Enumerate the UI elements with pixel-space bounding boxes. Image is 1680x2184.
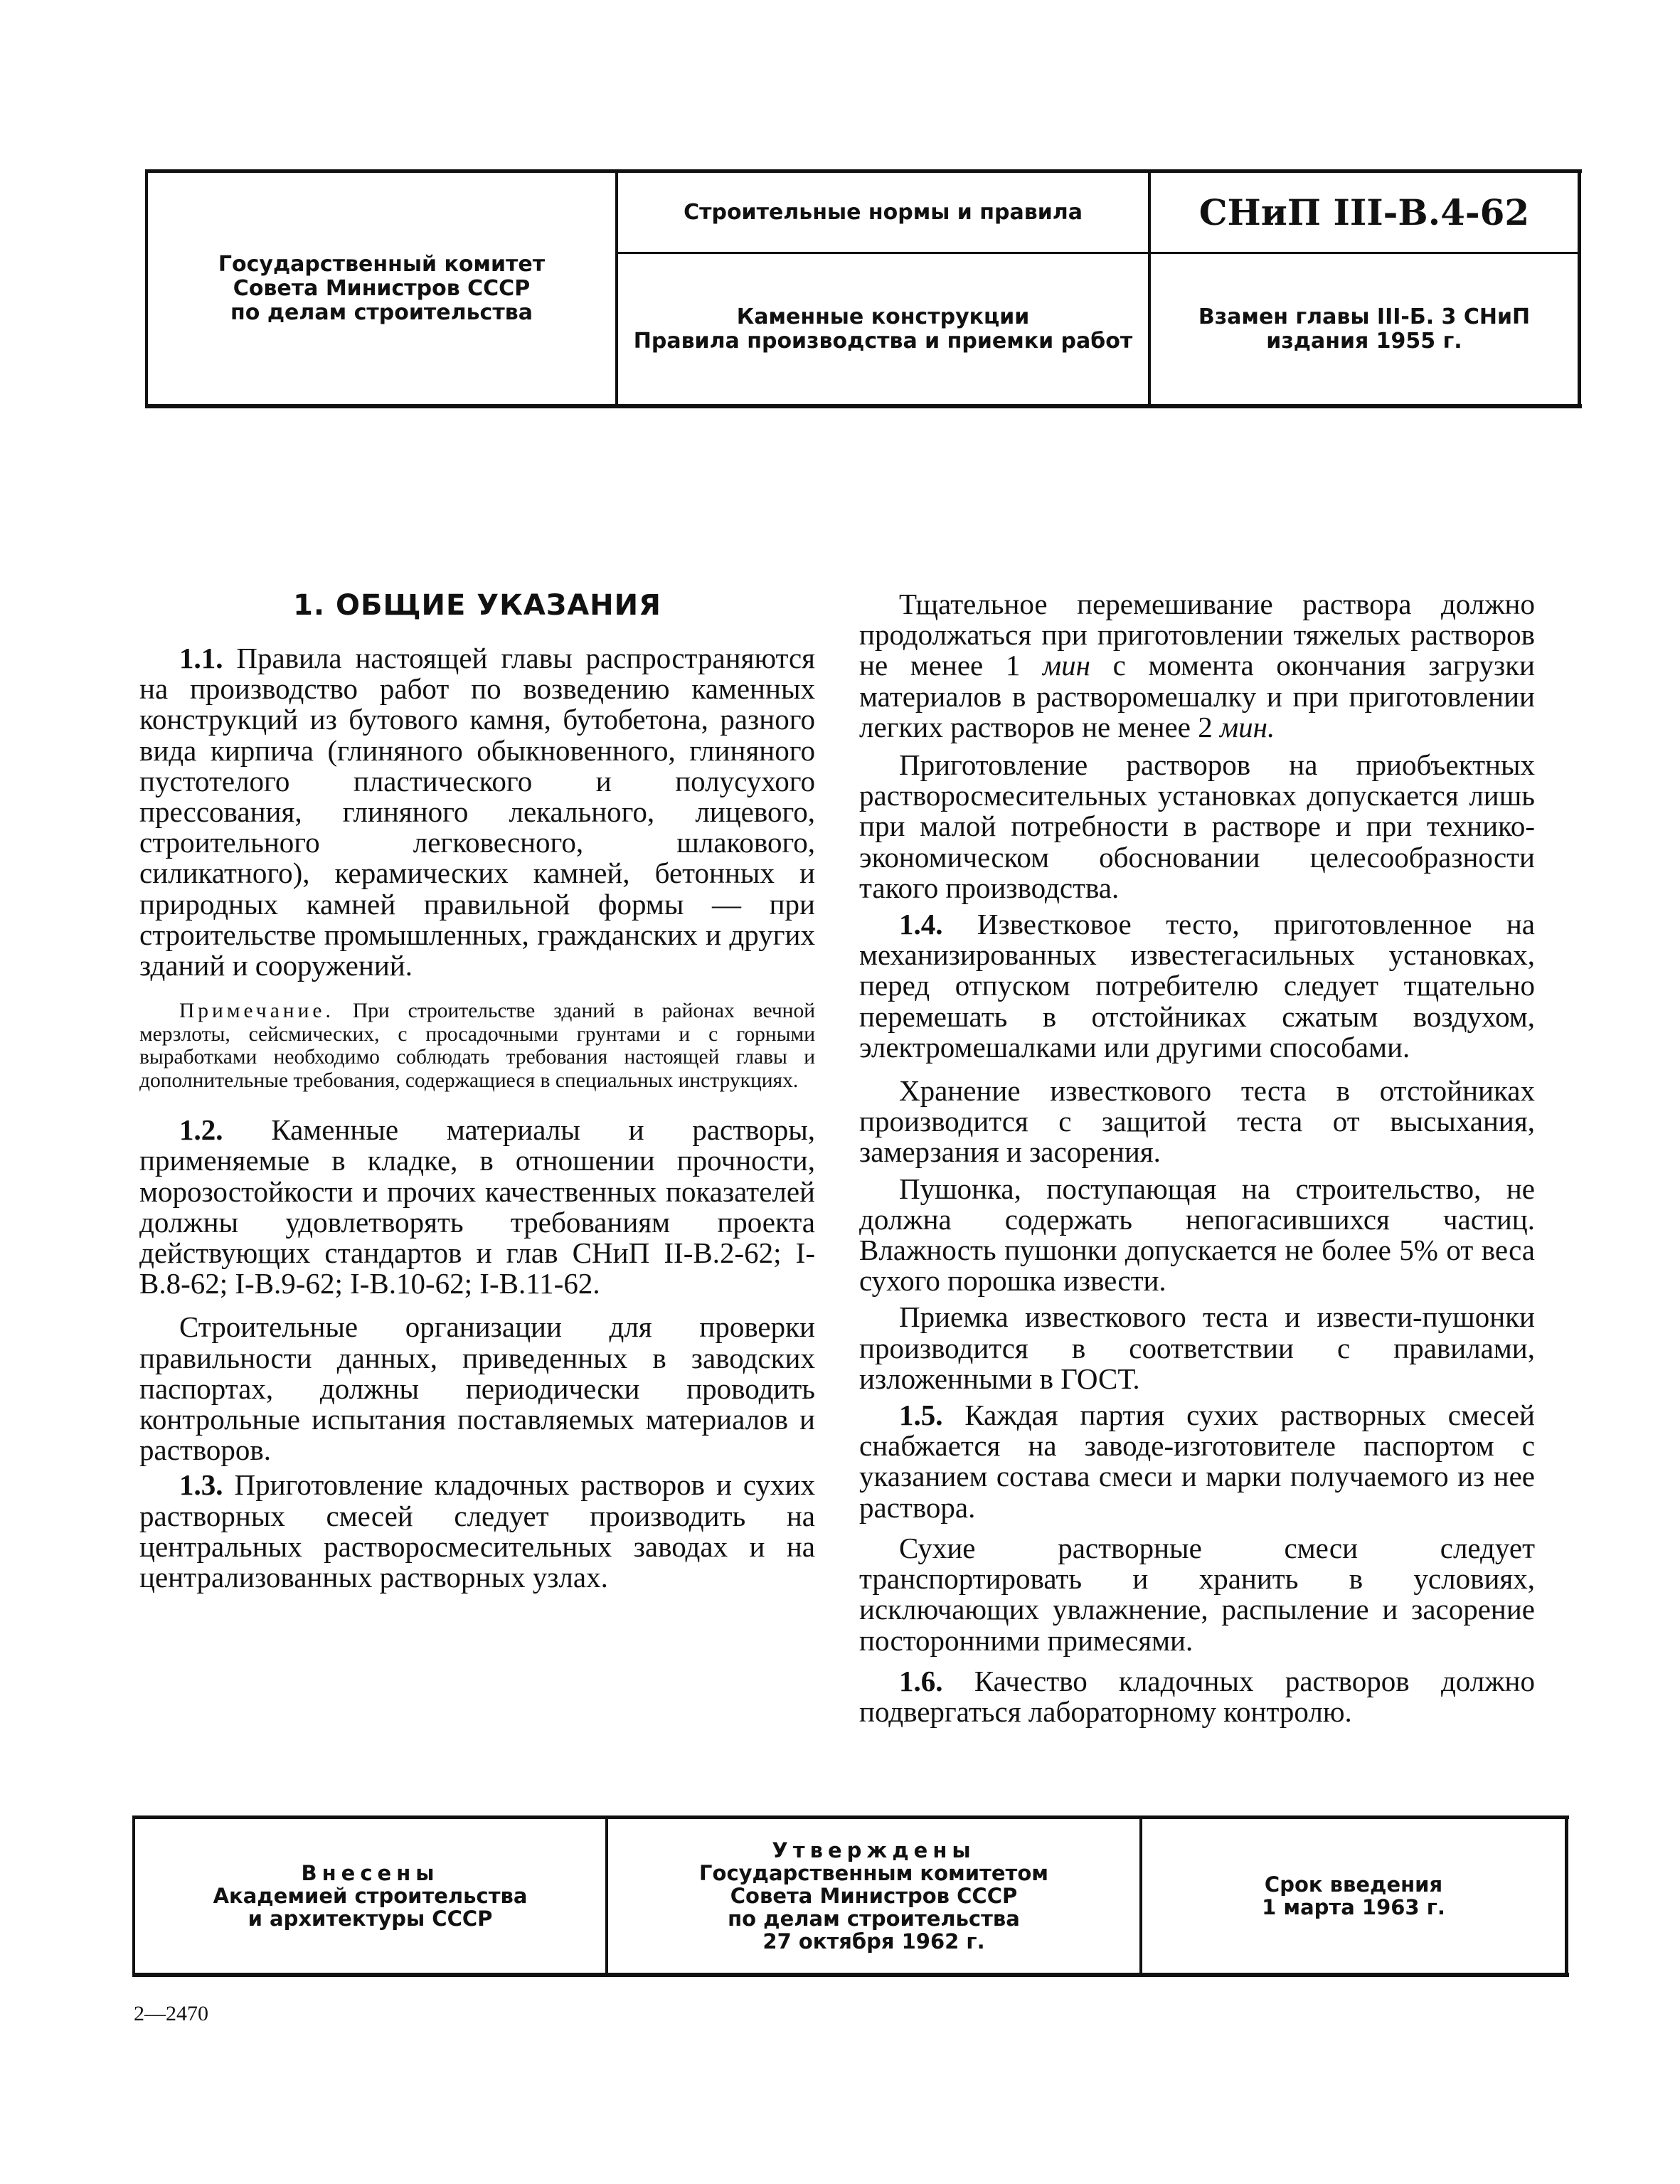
paragraph-dry-mix-transport: Сухие растворные смеси следует транспортировать и хранить в условиях, исключающих увлажнение, распыление и засорение посторонними примесями. xyxy=(859,1531,1535,1657)
introduced-label: Внесены xyxy=(301,1861,440,1885)
committee-line: Совета Министров СССР xyxy=(233,275,531,301)
document-subject xyxy=(618,254,1148,404)
paragraph-lime-acceptance: Приемка известкового теста и извести-пушонки производится в соответствии с правилами, изложенными в ГОСТ. xyxy=(859,1300,1535,1395)
paragraph-1-1: 1.1. Правила настоящей главы распространяются на производство работ по возведению каменных конструкций из бутового камня, бутобетона, разного вида кирпича (глиняного обыкновенного, глиняного пустотелого пластического и полусухого прессования, глиняного лекального, лицевого, строительного легковесного, шлакового, силикатного), керамических камней, бетонных и природных камней правильной формы — при строительстве промышленных, гражданских и других зданий и сооружений. xyxy=(139,642,816,982)
page-id: 2—2470 xyxy=(134,2002,208,2025)
replaces-note xyxy=(1151,254,1578,404)
committee-line: Государственный комитет xyxy=(218,251,546,277)
paragraph-lime-powder: Пушонка, поступающая на строительство, не должна содержать непогасившихся частиц. Влажность пушонки допускается не более 5% от веса сухого порошка извести. xyxy=(859,1172,1535,1298)
paragraph-1-3: 1.3. Приготовление кладочных растворов и сухих растворных смесей следует производить на центральных растворосмесительных заводах и на централизованных растворных узлах. xyxy=(139,1468,816,1594)
introduced-line: и архитектуры СССР xyxy=(248,1907,493,1931)
replaces-line: Взамен главы III-Б. 3 СНиП xyxy=(1198,304,1531,329)
right-column xyxy=(859,589,1535,1727)
replaces-line: издания 1955 г. xyxy=(1266,328,1462,354)
paragraph-mixing: Тщательное перемешивание раствора должно продолжаться при приготовлении тяжелых растворов не менее 1 мин с момента окончания загрузки материалов в растворомешалку и при приготовлении легких растворов не менее 2 мин. xyxy=(859,588,1535,743)
issuing-committee xyxy=(148,173,615,404)
approved-line: по делам строительства xyxy=(728,1907,1020,1931)
header-table xyxy=(145,169,1582,410)
paragraph-1-2-cont: Строительные организации для проверки правильности данных, приведенных в заводских паспортах, должны периодически проводить контрольные испытания поставляемых материалов и растворов. xyxy=(139,1310,815,1467)
paragraph-number: 1.6. xyxy=(899,1664,943,1697)
footer-right-rule xyxy=(1565,1815,1568,1977)
left-column xyxy=(139,589,815,1593)
subject-line: Правила производства и приемки работ xyxy=(633,328,1133,354)
paragraph-1-2: 1.2. Каменные материалы и растворы, применяемые в кладке, в отношении прочности, морозостойкости и прочих качественных показателей должны удовлетворять требованиям проекта действующих стандартов и глав СНиП II-В.2-62; I-В.8-62; I-В.9-62; I-В.10-62; I-В.11-62. xyxy=(139,1113,816,1300)
effective-date xyxy=(1142,1819,1565,1973)
effective-label: Срок введения xyxy=(1264,1872,1443,1897)
paragraph-lime-storage: Хранение известкового теста в отстойниках производится с защитой теста от высыхания, замерзания и засорения. xyxy=(859,1074,1535,1169)
paragraph-1-4: 1.4. Известковое тесто, приготовленное на механизированных известегасильных установках, перед отпуском потребителю следует тщательно перемешать в отстойниках сжатым воздухом, электромешалками или другими способами. xyxy=(859,908,1536,1064)
note-label: Примечание. xyxy=(179,1000,334,1023)
footer-table xyxy=(132,1815,1569,1978)
note xyxy=(139,1000,815,1092)
subject-line: Каменные конструкции xyxy=(736,304,1030,329)
note-text: При строительстве зданий в районах вечной мерзлоты, сейсмических, с просадочными грунтами и с горными выработками необходимо соблюдать требования настоящей главы и дополнительные требования, содержащиеся в специальных инструкциях. xyxy=(139,1000,815,1092)
header-bottom-rule xyxy=(145,404,1582,408)
document-code: СНиП III-В.4-62 xyxy=(1198,191,1530,233)
paragraph-1-6: 1.6. Качество кладочных растворов должно подвергаться лабораторному контролю. xyxy=(859,1664,1535,1728)
paragraph-number: 1.3. xyxy=(179,1468,223,1502)
paragraph-onsite-mixers: Приготовление растворов на приобъектных растворосмесительных установках допускается лишь при малой потребности в растворе и при технико-экономическом обосновании целесообразности такого производства. xyxy=(859,748,1535,904)
paragraph-number: 1.5. xyxy=(899,1399,943,1432)
header-right-rule xyxy=(1578,169,1581,408)
approved-by xyxy=(608,1819,1139,1973)
paragraph-number: 1.2. xyxy=(179,1113,223,1147)
paragraph-1-5: 1.5. Каждая партия сухих растворных смесей снабжается на заводе-изготовителе паспортом с указанием состава смеси и марки получаемого из нее раствора. xyxy=(859,1399,1536,1524)
footer-bottom-rule xyxy=(132,1973,1569,1977)
approved-label: Утверждены xyxy=(772,1838,976,1862)
introduced-line: Академией строительства xyxy=(213,1884,528,1908)
approved-line: Государственным комитетом xyxy=(699,1861,1048,1885)
norms-title: Строительные нормы и правила xyxy=(684,200,1083,225)
unit-minutes: мин xyxy=(1042,649,1090,682)
paragraph-number: 1.1. xyxy=(179,642,223,674)
committee-line: по делам строительства xyxy=(230,299,533,325)
introduced-by xyxy=(135,1819,605,1973)
effective-value: 1 марта 1963 г. xyxy=(1262,1895,1445,1919)
unit-minutes: мин. xyxy=(1219,710,1275,743)
paragraph-number: 1.4. xyxy=(899,908,943,941)
approved-date: 27 октября 1962 г. xyxy=(762,1929,985,1954)
approved-line: Совета Министров СССР xyxy=(730,1884,1018,1908)
section-title: 1. ОБЩИЕ УКАЗАНИЯ xyxy=(293,589,661,622)
